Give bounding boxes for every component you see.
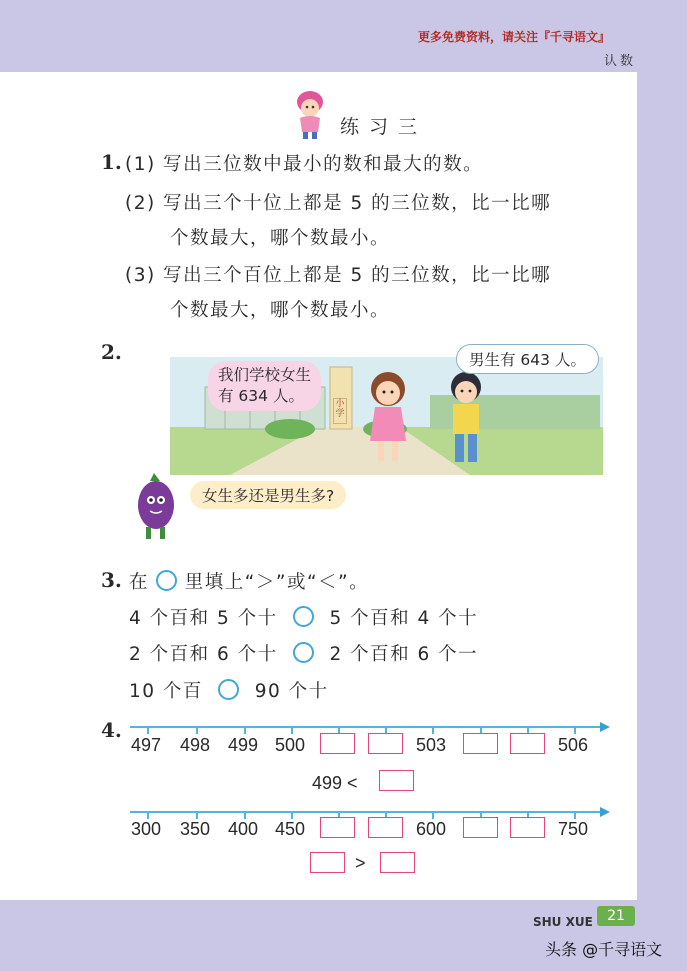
answer-box[interactable] <box>320 733 355 754</box>
subject-label: SHU XUE <box>533 915 593 929</box>
tick-label: 503 <box>416 735 447 755</box>
q3-row-2-left: 2 个百和 6 个十 <box>129 644 278 665</box>
q3-row-3-right: 90 个十 <box>254 681 329 702</box>
q1-part2-line1: (2) 写出三个十位上都是 5 的三位数，比一比哪 <box>125 193 552 214</box>
answer-box[interactable] <box>510 817 545 838</box>
tick-label: 400 <box>228 819 259 839</box>
chapter-label: 认数 <box>604 54 637 69</box>
tick <box>196 726 198 734</box>
tick-label: 498 <box>180 735 211 755</box>
tick-label: 300 <box>131 819 162 839</box>
tick <box>574 726 576 734</box>
compare-circle-2[interactable] <box>293 642 314 663</box>
q3-row-1-left: 4 个百和 5 个十 <box>129 608 278 629</box>
tick <box>244 811 246 819</box>
q1-part2-line2: 个数最大，哪个数最小。 <box>170 228 391 249</box>
question-bubble: 女生多还是男生多? <box>190 481 346 509</box>
number-line-2 <box>130 811 600 813</box>
promo-banner: 更多免费资料，请关注『千寻语文』 <box>418 30 611 44</box>
q3-instruction-b: 里填上“＞”或“＜”。 <box>184 572 370 593</box>
tick <box>291 811 293 819</box>
circle-blank-icon <box>156 570 177 591</box>
q3-row-2 <box>129 640 478 666</box>
number-line-1-arrow-icon <box>600 722 610 732</box>
tick <box>196 811 198 819</box>
number-line-2-arrow-icon <box>600 807 610 817</box>
tick <box>432 811 434 819</box>
compare-circle-1[interactable] <box>293 606 314 627</box>
compare-1-answer-box[interactable] <box>379 770 414 791</box>
q3-row-3 <box>129 677 329 703</box>
boy-speech-bubble: 男生有 643 人。 <box>456 344 599 374</box>
q3-instruction <box>129 568 369 594</box>
compare-circle-3[interactable] <box>218 679 239 700</box>
eggplant-mascot-icon <box>124 467 186 549</box>
q3-row-3-left: 10 个百 <box>129 681 203 702</box>
number-line-1 <box>130 726 600 728</box>
compare-1-label: 499 < <box>312 773 358 793</box>
q2-number: 2. <box>101 340 122 364</box>
tick-label: 600 <box>416 819 447 839</box>
tick-label: 450 <box>275 819 306 839</box>
compare-2-right-answer-box[interactable] <box>380 852 415 873</box>
answer-box[interactable] <box>368 817 403 838</box>
tick <box>432 726 434 734</box>
girl-speech-line2: 有 634 人。 <box>218 387 304 405</box>
tick-label: 500 <box>275 735 306 755</box>
answer-box[interactable] <box>320 817 355 838</box>
school-sign: 小学 <box>333 398 347 424</box>
tick <box>291 726 293 734</box>
tick <box>147 811 149 819</box>
q3-number: 3. <box>101 568 122 592</box>
tick-label: 499 <box>228 735 259 755</box>
tick-label: 497 <box>131 735 162 755</box>
q1-part3-line1: (3) 写出三个百位上都是 5 的三位数，比一比哪 <box>125 265 552 286</box>
mascot-girl-icon <box>290 88 330 144</box>
tick <box>147 726 149 734</box>
q3-instruction-a: 在 <box>129 572 150 593</box>
q3-row-2-right: 2 个百和 6 个一 <box>329 644 479 665</box>
answer-box[interactable] <box>463 733 498 754</box>
compare-2-left-answer-box[interactable] <box>310 852 345 873</box>
page-number: 21 <box>597 906 635 926</box>
page-title: 练习三 <box>340 116 428 138</box>
compare-2-operator: > <box>355 853 366 873</box>
answer-box[interactable] <box>510 733 545 754</box>
tick-label: 350 <box>180 819 211 839</box>
watermark: 头条 @千寻语文 <box>545 940 663 959</box>
q3-row-1-right: 5 个百和 4 个十 <box>329 608 479 629</box>
tick <box>244 726 246 734</box>
answer-box[interactable] <box>368 733 403 754</box>
q1-part1: (1) 写出三位数中最小的数和最大的数。 <box>125 154 484 175</box>
tick-label: 750 <box>558 819 589 839</box>
q3-row-1 <box>129 604 478 630</box>
girl-speech-line1: 我们学校女生 <box>218 366 312 384</box>
tick <box>574 811 576 819</box>
answer-box[interactable] <box>463 817 498 838</box>
q4-number: 4. <box>101 718 122 742</box>
q1-part3-line2: 个数最大，哪个数最小。 <box>170 300 391 321</box>
tick-label: 506 <box>558 735 589 755</box>
q1-number: 1. <box>101 150 122 174</box>
girl-speech-bubble <box>208 361 321 411</box>
